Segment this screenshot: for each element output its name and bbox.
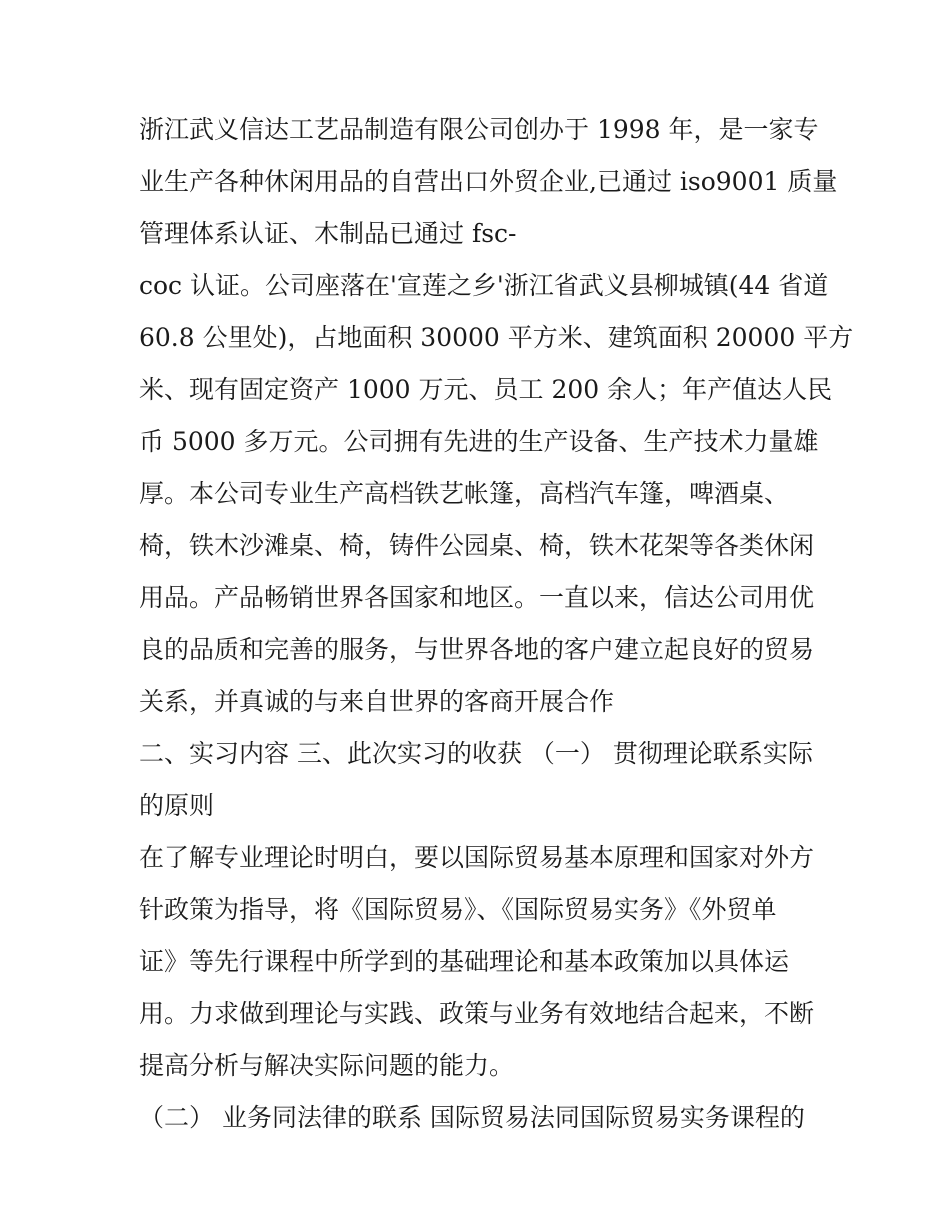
text-line: 在了解专业理论时明白，要以国际贸易基本原理和国家对外方 (139, 843, 815, 872)
text-line: 针政策为指导，将《国际贸易》、《国际贸易实务》《外贸单 (139, 895, 777, 924)
body-text (139, 104, 854, 1144)
text-line: 证》等先行课程中所学到的基础理论和基本政策加以具体运 (139, 947, 790, 976)
text-line: coc 认证。公司座落在'宣莲之乡'浙江省武义县柳城镇(44 省道 (139, 271, 829, 300)
text-line: 提高分析与解决实际问题的能力。 (139, 1051, 515, 1080)
text-line: 良的品质和完善的服务，与世界各地的客户建立起良好的贸易 (139, 635, 815, 664)
text-line: 60.8 公里处)，占地面积 30000 平方米、建筑面积 20000 平方 (139, 323, 854, 352)
text-line: 关系，并真诚的与来自世界的客商开展合作 (139, 687, 615, 716)
text-line: 椅，铁木沙滩桌、椅，铸件公园桌、椅，铁木花架等各类休闲 (139, 531, 815, 560)
text-line: 币 5000 多万元。公司拥有先进的生产设备、生产技术力量雄 (139, 427, 819, 456)
section-heading-line: 二、实习内容 三、此次实习的收获 （一） 贯彻理论联系实际 (139, 739, 813, 768)
text-line: 管理体系认证、木制品已通过 fsc- (139, 219, 517, 248)
text-line: 用。力求做到理论与实践、政策与业务有效地结合起来，不断 (139, 999, 815, 1028)
text-line: 业生产各种休闲用品的自营出口外贸企业,已通过 iso9001 质量 (139, 167, 838, 196)
text-line: 厚。本公司专业生产高档铁艺帐篷，高档汽车篷，啤酒桌、 (139, 479, 790, 508)
text-line: 浙江武义信达工艺品制造有限公司创办于 1998 年，是一家专 (139, 115, 819, 144)
text-line: 米、现有固定资产 1000 万元、员工 200 余人；年产值达人民 (139, 375, 833, 404)
text-line: 用品。产品畅销世界各国家和地区。一直以来，信达公司用优 (139, 583, 815, 612)
section-heading-line: （二） 业务同法律的联系 国际贸易法同国际贸易实务课程的 (139, 1103, 805, 1132)
section-heading-line: 的原则 (139, 791, 215, 820)
